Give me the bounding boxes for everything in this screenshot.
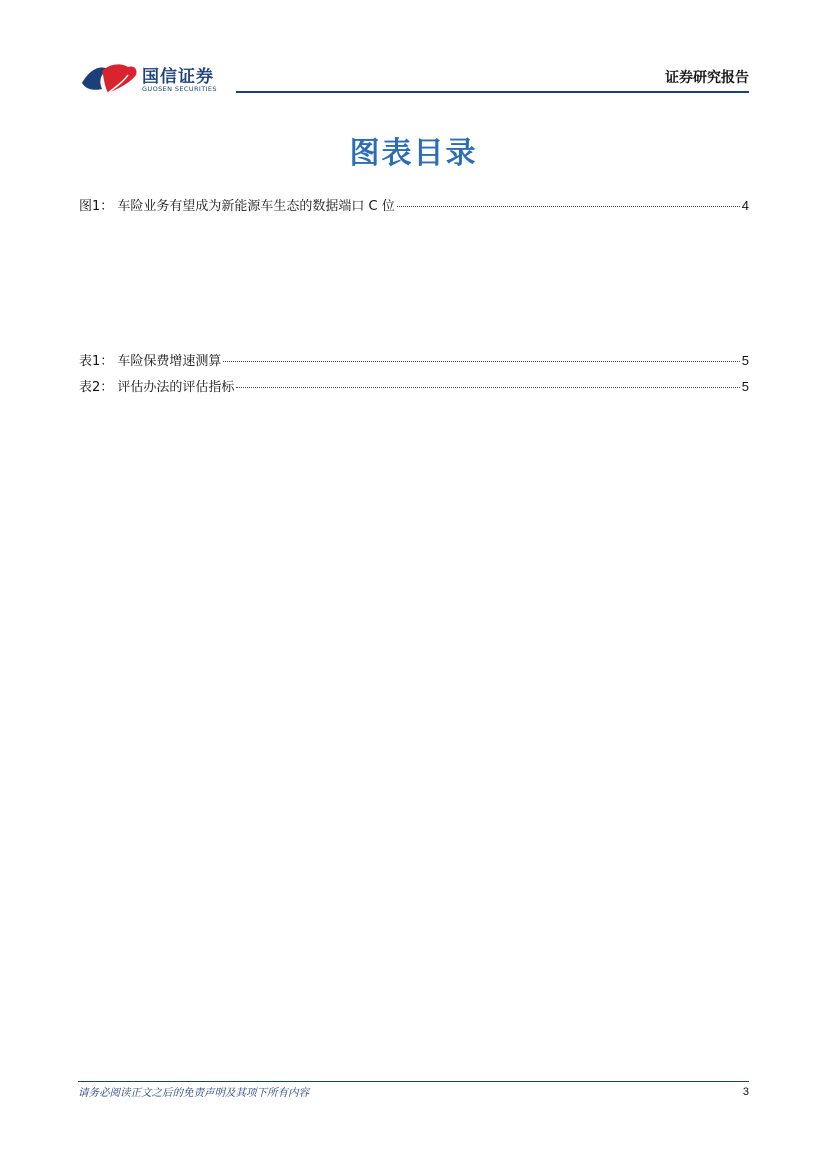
page-number: 3 [742, 1086, 749, 1098]
toc-leader-dots [223, 361, 739, 362]
toc-leader-dots [397, 206, 740, 207]
logo-chinese-name: 国信证券 [142, 67, 214, 87]
figure-list [79, 195, 749, 221]
toc-entry-table-1[interactable] [79, 350, 749, 376]
toc-entry-label: 表1： 车险保费增速测算 [79, 354, 222, 369]
page-footer [78, 1081, 749, 1105]
report-type-label: 证券研究报告 [665, 70, 749, 86]
toc-entry-table-2[interactable] [79, 376, 749, 402]
header-divider [236, 91, 749, 93]
logo-english-name: GUOSEN SECURITIES [142, 85, 217, 93]
toc-leader-dots [236, 387, 739, 388]
footer-divider [78, 1081, 749, 1082]
table-list [79, 350, 749, 402]
toc-entry-page: 4 [741, 198, 749, 213]
toc-entry-page: 5 [741, 379, 749, 394]
guosen-logo [78, 57, 238, 97]
toc-title: 图表目录 [349, 136, 478, 171]
toc-entry-figure-1[interactable] [79, 195, 749, 221]
footer-disclaimer: 请务必阅读正文之后的免责声明及其项下所有内容 [78, 1087, 309, 1099]
page-header [78, 55, 749, 95]
toc-entry-page: 5 [741, 353, 749, 368]
guosen-logo-icon [78, 61, 140, 97]
toc-entry-label: 图1： 车险业务有望成为新能源车生态的数据端口 C 位 [79, 199, 395, 214]
toc-entry-label: 表2： 评估办法的评估指标 [79, 380, 235, 395]
